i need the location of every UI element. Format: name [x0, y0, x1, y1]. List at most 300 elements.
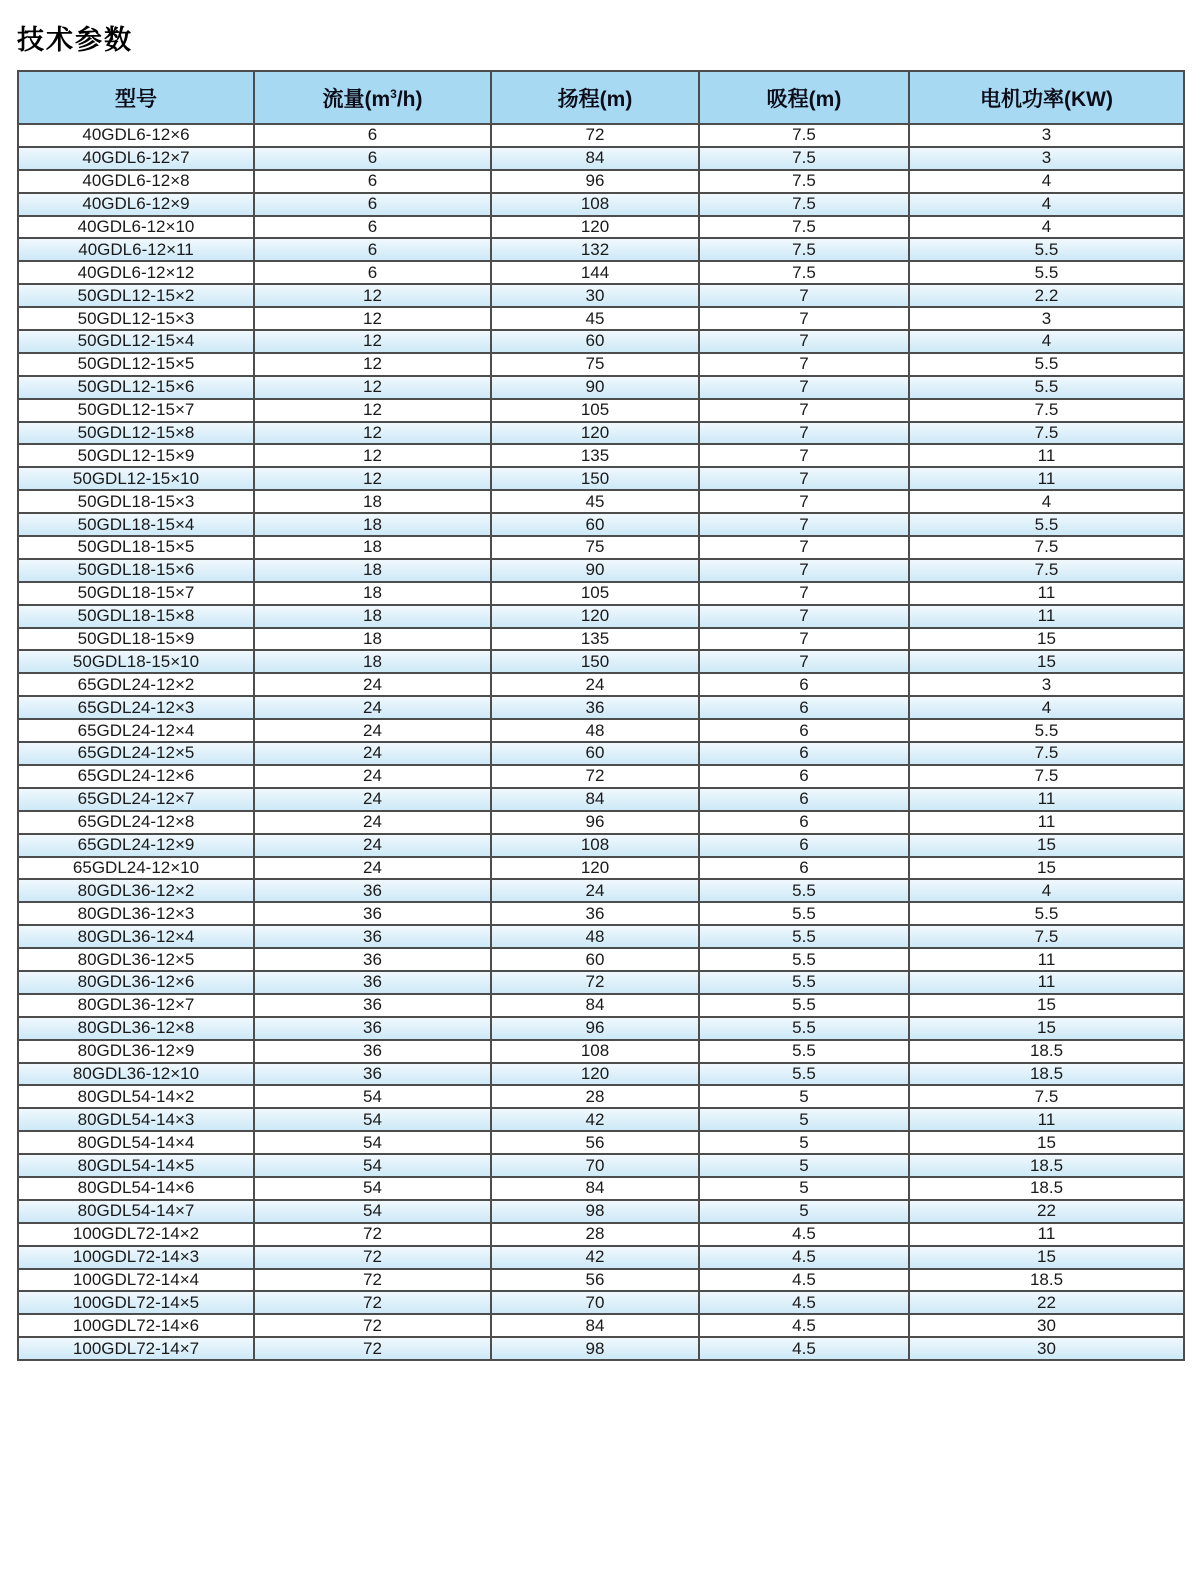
- cell-value: 36: [491, 696, 699, 719]
- cell-value: 24: [254, 765, 491, 788]
- cell-model: 40GDL6-12×7: [18, 147, 254, 170]
- cell-value: 18: [254, 490, 491, 513]
- cell-value: 108: [491, 193, 699, 216]
- cell-value: 72: [491, 124, 699, 147]
- cell-value: 7.5: [909, 742, 1184, 765]
- cell-model: 65GDL24-12×10: [18, 857, 254, 880]
- cell-value: 6: [254, 124, 491, 147]
- cell-value: 6: [254, 216, 491, 239]
- cell-value: 11: [909, 467, 1184, 490]
- cell-model: 50GDL12-15×4: [18, 330, 254, 353]
- cell-value: 72: [491, 765, 699, 788]
- cell-value: 24: [491, 879, 699, 902]
- cell-value: 15: [909, 1131, 1184, 1154]
- cell-value: 98: [491, 1337, 699, 1360]
- cell-value: 5: [699, 1154, 909, 1177]
- cell-value: 6: [699, 788, 909, 811]
- cell-value: 96: [491, 1017, 699, 1040]
- cell-model: 65GDL24-12×2: [18, 673, 254, 696]
- header-flow: [254, 71, 491, 124]
- cell-value: 7: [699, 490, 909, 513]
- cell-value: 132: [491, 238, 699, 261]
- header-suction: 吸程(m): [699, 71, 909, 124]
- cell-value: 4: [909, 330, 1184, 353]
- cell-value: 72: [254, 1314, 491, 1337]
- cell-value: 7: [699, 605, 909, 628]
- table-row: [18, 834, 1184, 857]
- cell-value: 3: [909, 124, 1184, 147]
- cell-value: 12: [254, 376, 491, 399]
- header-head: 扬程(m): [491, 71, 699, 124]
- cell-model: 65GDL24-12×4: [18, 719, 254, 742]
- cell-value: 6: [699, 696, 909, 719]
- cell-value: 7: [699, 650, 909, 673]
- cell-value: 4: [909, 170, 1184, 193]
- cell-value: 108: [491, 1040, 699, 1063]
- cell-value: 11: [909, 1223, 1184, 1246]
- cell-value: 75: [491, 353, 699, 376]
- cell-value: 24: [254, 742, 491, 765]
- cell-model: 50GDL12-15×9: [18, 444, 254, 467]
- table-row: [18, 1131, 1184, 1154]
- table-row: [18, 124, 1184, 147]
- cell-model: 80GDL36-12×5: [18, 948, 254, 971]
- cell-value: 4: [909, 879, 1184, 902]
- cell-value: 7: [699, 513, 909, 536]
- table-row: [18, 261, 1184, 284]
- cell-value: 18: [254, 628, 491, 651]
- table-row: [18, 376, 1184, 399]
- cell-value: 4.5: [699, 1246, 909, 1269]
- cell-value: 54: [254, 1131, 491, 1154]
- cell-value: 7: [699, 444, 909, 467]
- cell-value: 120: [491, 857, 699, 880]
- cell-model: 40GDL6-12×10: [18, 216, 254, 239]
- cell-value: 36: [254, 994, 491, 1017]
- cell-model: 100GDL72-14×5: [18, 1291, 254, 1314]
- cell-value: 42: [491, 1246, 699, 1269]
- cell-value: 3: [909, 307, 1184, 330]
- table-row: [18, 284, 1184, 307]
- cell-value: 72: [254, 1223, 491, 1246]
- table-row: [18, 582, 1184, 605]
- cell-model: 80GDL54-14×3: [18, 1108, 254, 1131]
- cell-value: 72: [254, 1269, 491, 1292]
- cell-model: 80GDL54-14×5: [18, 1154, 254, 1177]
- cell-value: 5.5: [909, 353, 1184, 376]
- cell-model: 80GDL54-14×6: [18, 1177, 254, 1200]
- cell-value: 7: [699, 353, 909, 376]
- cell-value: 120: [491, 422, 699, 445]
- cell-model: 100GDL72-14×2: [18, 1223, 254, 1246]
- cell-value: 72: [254, 1291, 491, 1314]
- table-body: [18, 124, 1184, 1360]
- cell-model: 80GDL36-12×3: [18, 902, 254, 925]
- cell-value: 7.5: [699, 261, 909, 284]
- cell-value: 120: [491, 1063, 699, 1086]
- cell-value: 6: [699, 673, 909, 696]
- table-row: [18, 1085, 1184, 1108]
- cell-value: 7: [699, 330, 909, 353]
- cell-value: 6: [254, 147, 491, 170]
- table-row: [18, 1154, 1184, 1177]
- table-row: [18, 193, 1184, 216]
- cell-value: 12: [254, 284, 491, 307]
- cell-value: 7.5: [909, 422, 1184, 445]
- cell-value: 7.5: [909, 559, 1184, 582]
- table-row: [18, 605, 1184, 628]
- cell-model: 80GDL54-14×2: [18, 1085, 254, 1108]
- cell-model: 40GDL6-12×12: [18, 261, 254, 284]
- header-row: [18, 71, 1184, 124]
- cell-value: 7.5: [699, 238, 909, 261]
- table-row: [18, 444, 1184, 467]
- cell-value: 84: [491, 788, 699, 811]
- cell-value: 56: [491, 1131, 699, 1154]
- cell-value: 6: [254, 261, 491, 284]
- cell-value: 5.5: [699, 925, 909, 948]
- cell-value: 56: [491, 1269, 699, 1292]
- cell-model: 65GDL24-12×5: [18, 742, 254, 765]
- table-header: [18, 71, 1184, 124]
- cell-model: 80GDL36-12×9: [18, 1040, 254, 1063]
- cell-value: 5.5: [909, 376, 1184, 399]
- cell-value: 12: [254, 307, 491, 330]
- cell-model: 65GDL24-12×8: [18, 811, 254, 834]
- cell-value: 18: [254, 650, 491, 673]
- cell-value: 11: [909, 1108, 1184, 1131]
- table-row: [18, 857, 1184, 880]
- cell-value: 7: [699, 399, 909, 422]
- cell-model: 65GDL24-12×9: [18, 834, 254, 857]
- table-row: [18, 1200, 1184, 1223]
- cell-value: 11: [909, 948, 1184, 971]
- cell-value: 36: [254, 1040, 491, 1063]
- table-row: [18, 238, 1184, 261]
- table-row: [18, 971, 1184, 994]
- table-row: [18, 948, 1184, 971]
- cell-model: 50GDL12-15×3: [18, 307, 254, 330]
- cell-value: 60: [491, 742, 699, 765]
- table-row: [18, 330, 1184, 353]
- cell-value: 5.5: [909, 719, 1184, 742]
- cell-value: 4.5: [699, 1314, 909, 1337]
- cell-value: 15: [909, 994, 1184, 1017]
- cell-value: 30: [491, 284, 699, 307]
- cell-value: 6: [699, 719, 909, 742]
- cell-value: 11: [909, 811, 1184, 834]
- cell-value: 15: [909, 1017, 1184, 1040]
- cell-value: 36: [254, 879, 491, 902]
- cell-value: 90: [491, 376, 699, 399]
- cell-value: 4: [909, 216, 1184, 239]
- cell-value: 60: [491, 513, 699, 536]
- table-row: [18, 399, 1184, 422]
- cell-value: 72: [254, 1246, 491, 1269]
- cell-value: 5.5: [909, 513, 1184, 536]
- cell-value: 7: [699, 307, 909, 330]
- cell-model: 100GDL72-14×6: [18, 1314, 254, 1337]
- cell-value: 4.5: [699, 1291, 909, 1314]
- table-row: [18, 742, 1184, 765]
- cell-model: 100GDL72-14×4: [18, 1269, 254, 1292]
- table-row: [18, 1223, 1184, 1246]
- table-row: [18, 696, 1184, 719]
- cell-value: 84: [491, 1177, 699, 1200]
- cell-value: 7.5: [699, 193, 909, 216]
- cell-value: 6: [254, 170, 491, 193]
- cell-value: 54: [254, 1200, 491, 1223]
- cell-value: 84: [491, 994, 699, 1017]
- cell-value: 12: [254, 422, 491, 445]
- cell-value: 18.5: [909, 1063, 1184, 1086]
- cell-value: 5.5: [699, 879, 909, 902]
- cell-value: 6: [254, 238, 491, 261]
- table-row: [18, 719, 1184, 742]
- cell-value: 105: [491, 582, 699, 605]
- cell-value: 12: [254, 399, 491, 422]
- cell-model: 80GDL36-12×6: [18, 971, 254, 994]
- cell-value: 70: [491, 1291, 699, 1314]
- cell-value: 45: [491, 490, 699, 513]
- cell-value: 24: [254, 719, 491, 742]
- table-row: [18, 536, 1184, 559]
- cell-value: 7: [699, 467, 909, 490]
- cell-model: 50GDL18-15×7: [18, 582, 254, 605]
- cell-value: 5: [699, 1131, 909, 1154]
- cell-value: 28: [491, 1223, 699, 1246]
- cell-value: 48: [491, 719, 699, 742]
- table-row: [18, 1337, 1184, 1360]
- cell-value: 7.5: [909, 925, 1184, 948]
- table-row: [18, 1246, 1184, 1269]
- cell-value: 36: [491, 902, 699, 925]
- cell-model: 50GDL12-15×6: [18, 376, 254, 399]
- cell-value: 144: [491, 261, 699, 284]
- cell-value: 105: [491, 399, 699, 422]
- cell-value: 48: [491, 925, 699, 948]
- header-flow-sup: 3: [390, 86, 397, 101]
- cell-model: 50GDL12-15×2: [18, 284, 254, 307]
- cell-value: 54: [254, 1177, 491, 1200]
- cell-value: 84: [491, 1314, 699, 1337]
- table-row: [18, 765, 1184, 788]
- table-row: [18, 1177, 1184, 1200]
- table-row: [18, 307, 1184, 330]
- cell-value: 7: [699, 628, 909, 651]
- table-row: [18, 925, 1184, 948]
- table-row: [18, 902, 1184, 925]
- cell-value: 18: [254, 559, 491, 582]
- cell-model: 100GDL72-14×7: [18, 1337, 254, 1360]
- cell-value: 5: [699, 1177, 909, 1200]
- table-row: [18, 1269, 1184, 1292]
- cell-value: 4.5: [699, 1223, 909, 1246]
- cell-value: 4: [909, 696, 1184, 719]
- cell-value: 36: [254, 1017, 491, 1040]
- header-flow-suffix: /h): [396, 87, 423, 111]
- cell-value: 7.5: [699, 216, 909, 239]
- table-row: [18, 1063, 1184, 1086]
- cell-value: 7.5: [909, 536, 1184, 559]
- cell-value: 4: [909, 490, 1184, 513]
- cell-value: 30: [909, 1337, 1184, 1360]
- header-power: 电机功率(KW): [909, 71, 1184, 124]
- cell-model: 80GDL36-12×7: [18, 994, 254, 1017]
- cell-value: 7: [699, 422, 909, 445]
- table-row: [18, 559, 1184, 582]
- cell-model: 50GDL12-15×5: [18, 353, 254, 376]
- cell-value: 24: [254, 834, 491, 857]
- cell-value: 135: [491, 628, 699, 651]
- cell-model: 50GDL18-15×4: [18, 513, 254, 536]
- cell-value: 12: [254, 467, 491, 490]
- cell-value: 7.5: [909, 1085, 1184, 1108]
- cell-value: 18.5: [909, 1269, 1184, 1292]
- table-row: [18, 147, 1184, 170]
- cell-value: 15: [909, 650, 1184, 673]
- cell-value: 72: [254, 1337, 491, 1360]
- cell-value: 120: [491, 605, 699, 628]
- cell-model: 80GDL36-12×2: [18, 879, 254, 902]
- cell-value: 30: [909, 1314, 1184, 1337]
- cell-value: 11: [909, 582, 1184, 605]
- cell-value: 7.5: [699, 147, 909, 170]
- cell-value: 5.5: [909, 902, 1184, 925]
- cell-model: 80GDL54-14×4: [18, 1131, 254, 1154]
- cell-value: 12: [254, 330, 491, 353]
- cell-value: 70: [491, 1154, 699, 1177]
- cell-value: 60: [491, 330, 699, 353]
- table-row: [18, 673, 1184, 696]
- cell-model: 50GDL12-15×10: [18, 467, 254, 490]
- header-model: 型号: [18, 71, 254, 124]
- cell-value: 84: [491, 147, 699, 170]
- cell-value: 3: [909, 147, 1184, 170]
- cell-value: 2.2: [909, 284, 1184, 307]
- cell-value: 5.5: [699, 971, 909, 994]
- table-row: [18, 1017, 1184, 1040]
- cell-value: 54: [254, 1085, 491, 1108]
- table-row: [18, 788, 1184, 811]
- cell-value: 15: [909, 834, 1184, 857]
- table-row: [18, 467, 1184, 490]
- table-row: [18, 353, 1184, 376]
- cell-value: 6: [699, 857, 909, 880]
- table-row: [18, 650, 1184, 673]
- cell-model: 100GDL72-14×3: [18, 1246, 254, 1269]
- cell-value: 36: [254, 971, 491, 994]
- cell-value: 36: [254, 925, 491, 948]
- cell-value: 96: [491, 170, 699, 193]
- cell-value: 90: [491, 559, 699, 582]
- cell-value: 24: [254, 673, 491, 696]
- cell-value: 6: [699, 742, 909, 765]
- cell-value: 3: [909, 673, 1184, 696]
- table-row: [18, 879, 1184, 902]
- cell-value: 5: [699, 1085, 909, 1108]
- cell-value: 36: [254, 902, 491, 925]
- table-row: [18, 216, 1184, 239]
- cell-model: 80GDL54-14×7: [18, 1200, 254, 1223]
- cell-value: 24: [254, 857, 491, 880]
- cell-value: 7.5: [699, 124, 909, 147]
- cell-value: 11: [909, 971, 1184, 994]
- cell-model: 40GDL6-12×8: [18, 170, 254, 193]
- cell-model: 50GDL12-15×7: [18, 399, 254, 422]
- cell-value: 24: [254, 696, 491, 719]
- cell-value: 18: [254, 582, 491, 605]
- cell-value: 4.5: [699, 1269, 909, 1292]
- cell-value: 12: [254, 444, 491, 467]
- cell-model: 65GDL24-12×7: [18, 788, 254, 811]
- cell-model: 50GDL18-15×8: [18, 605, 254, 628]
- table-row: [18, 513, 1184, 536]
- cell-value: 18.5: [909, 1177, 1184, 1200]
- cell-model: 40GDL6-12×6: [18, 124, 254, 147]
- cell-value: 72: [491, 971, 699, 994]
- cell-model: 50GDL18-15×9: [18, 628, 254, 651]
- cell-model: 50GDL18-15×10: [18, 650, 254, 673]
- cell-value: 24: [254, 811, 491, 834]
- cell-value: 7.5: [909, 399, 1184, 422]
- cell-value: 7: [699, 582, 909, 605]
- cell-value: 108: [491, 834, 699, 857]
- cell-value: 4.5: [699, 1337, 909, 1360]
- cell-value: 7: [699, 559, 909, 582]
- cell-value: 22: [909, 1291, 1184, 1314]
- cell-value: 6: [699, 765, 909, 788]
- cell-model: 40GDL6-12×11: [18, 238, 254, 261]
- cell-value: 22: [909, 1200, 1184, 1223]
- table-row: [18, 1291, 1184, 1314]
- cell-value: 36: [254, 948, 491, 971]
- cell-value: 5.5: [699, 994, 909, 1017]
- cell-value: 54: [254, 1154, 491, 1177]
- table-row: [18, 994, 1184, 1017]
- cell-value: 98: [491, 1200, 699, 1223]
- cell-value: 6: [699, 811, 909, 834]
- cell-value: 15: [909, 857, 1184, 880]
- cell-value: 36: [254, 1063, 491, 1086]
- cell-value: 24: [491, 673, 699, 696]
- header-flow-prefix: 流量(m: [322, 87, 391, 111]
- cell-value: 4: [909, 193, 1184, 216]
- cell-value: 11: [909, 444, 1184, 467]
- cell-value: 5.5: [699, 948, 909, 971]
- cell-value: 5.5: [699, 1017, 909, 1040]
- cell-model: 50GDL12-15×8: [18, 422, 254, 445]
- cell-value: 135: [491, 444, 699, 467]
- cell-model: 40GDL6-12×9: [18, 193, 254, 216]
- cell-value: 15: [909, 628, 1184, 651]
- cell-value: 5: [699, 1108, 909, 1131]
- page-title: 技术参数: [17, 25, 133, 55]
- table-row: [18, 422, 1184, 445]
- cell-value: 5.5: [909, 261, 1184, 284]
- cell-value: 150: [491, 650, 699, 673]
- cell-model: 50GDL18-15×6: [18, 559, 254, 582]
- cell-value: 7: [699, 376, 909, 399]
- cell-value: 42: [491, 1108, 699, 1131]
- cell-value: 120: [491, 216, 699, 239]
- cell-value: 18.5: [909, 1040, 1184, 1063]
- cell-model: 80GDL36-12×8: [18, 1017, 254, 1040]
- cell-value: 5.5: [699, 1063, 909, 1086]
- cell-value: 60: [491, 948, 699, 971]
- cell-value: 18: [254, 513, 491, 536]
- table-row: [18, 490, 1184, 513]
